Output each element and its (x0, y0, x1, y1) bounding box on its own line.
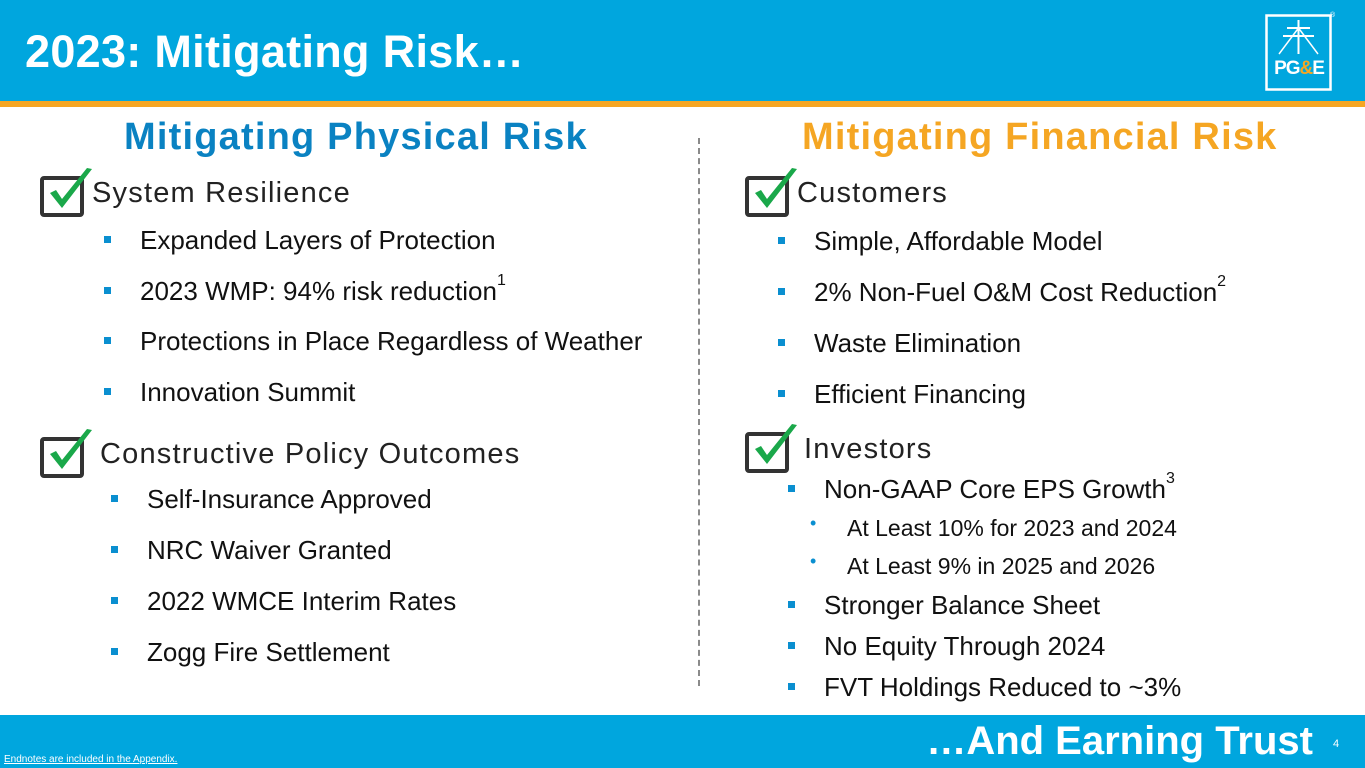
bullet-text: 2023 WMP: 94% risk reduction (140, 276, 497, 306)
bullet-square-icon (111, 648, 118, 655)
bullet-text: Efficient Financing (814, 379, 1026, 409)
bullet-square-icon (788, 683, 795, 690)
bullet-square-icon (778, 288, 785, 295)
page-number: 4 (1333, 738, 1340, 750)
bullet-square-icon (104, 236, 111, 243)
bullet-square-icon (104, 287, 111, 294)
bullet-square-icon (111, 597, 118, 604)
customers-list (814, 226, 1226, 419)
endnote-ref: 2 (1217, 273, 1227, 290)
list-item (140, 225, 642, 276)
physical-risk-heading: Mitigating Physical Risk (124, 116, 588, 158)
list-item (814, 273, 1227, 328)
bullet-text: Expanded Layers of Protection (140, 225, 496, 255)
eps-growth-sublist (810, 513, 1177, 591)
checkbox-checked-icon (40, 427, 96, 479)
logo-wordmark (1269, 58, 1329, 80)
section-system-resilience: System Resilience (92, 177, 351, 209)
column-divider (698, 138, 700, 686)
bullet-text: Self-Insurance Approved (147, 484, 432, 514)
section-customers: Customers (797, 177, 948, 209)
section-investors: Investors (804, 433, 933, 465)
bullet-text: 2% Non-Fuel O&M Cost Reduction (814, 277, 1218, 307)
section-constructive-policy-outcomes: Constructive Policy Outcomes (100, 438, 521, 470)
bullet-text: FVT Holdings Reduced to ~3% (824, 672, 1182, 702)
policy-outcomes-list (147, 484, 456, 677)
list-item (140, 377, 642, 417)
list-item (147, 637, 456, 677)
system-resilience-list (140, 225, 642, 417)
list-item (147, 484, 456, 535)
header-accent-rule (0, 101, 1365, 107)
list-item (140, 272, 642, 326)
checkbox-checked-icon (40, 166, 96, 218)
sub-list-item (810, 513, 1177, 553)
bullet-square-icon (104, 388, 111, 395)
bullet-text: Innovation Summit (140, 377, 356, 407)
checkbox-checked-icon (745, 166, 801, 218)
list-item (814, 379, 1226, 419)
list-item (147, 586, 456, 637)
list-item (814, 328, 1226, 379)
sub-list-item (810, 551, 1177, 591)
pge-logo (1265, 14, 1332, 91)
footer-tagline: …And Earning Trust (926, 719, 1313, 763)
investors-list-top (824, 470, 1175, 514)
bullet-square-icon (111, 546, 118, 553)
bullet-square-icon (111, 495, 118, 502)
bullet-text: NRC Waiver Granted (147, 535, 392, 565)
list-item (824, 470, 1175, 514)
bullet-square-icon (778, 339, 785, 346)
sub-bullet-text: At Least 10% for 2023 and 2024 (847, 515, 1177, 541)
endnote-ref: 3 (1166, 470, 1175, 487)
bullet-text: Waste Elimination (814, 328, 1022, 358)
bullet-text: Non-GAAP Core EPS Growth (824, 474, 1166, 504)
investors-list-bottom (824, 590, 1181, 706)
bullet-square-icon (778, 237, 785, 244)
list-item (824, 590, 1181, 631)
bullet-text: Simple, Affordable Model (814, 226, 1103, 256)
bullet-square-icon (788, 601, 795, 608)
logo-text-amp: & (1299, 58, 1313, 79)
bullet-text: Zogg Fire Settlement (147, 637, 390, 667)
list-item (147, 535, 456, 586)
bullet-square-icon (778, 390, 785, 397)
list-item (824, 672, 1181, 706)
slide-title: 2023: Mitigating Risk… (25, 26, 525, 77)
bullet-dot-icon: • (810, 551, 817, 571)
endnotes-link[interactable]: Endnotes are included in the Appendix. (4, 754, 178, 765)
bullet-dot-icon: • (810, 513, 817, 533)
bullet-text: No Equity Through 2024 (824, 631, 1106, 661)
logo-text-e: E (1312, 58, 1324, 79)
registered-mark: ® (1330, 12, 1336, 19)
bullet-square-icon (104, 337, 111, 344)
list-item (140, 326, 642, 377)
bullet-text: Protections in Place Regardless of Weather (140, 326, 643, 356)
list-item (814, 226, 1226, 277)
bullet-square-icon (788, 642, 795, 649)
sub-bullet-text: At Least 9% in 2025 and 2026 (847, 553, 1156, 579)
bullet-text: Stronger Balance Sheet (824, 590, 1101, 620)
checkbox-checked-icon (745, 422, 801, 474)
financial-risk-heading: Mitigating Financial Risk (802, 116, 1278, 158)
list-item (824, 631, 1181, 672)
bullet-square-icon (788, 485, 795, 492)
endnote-ref: 1 (496, 272, 506, 289)
bullet-text: 2022 WMCE Interim Rates (147, 586, 457, 616)
logo-text-pg: PG (1274, 58, 1300, 79)
